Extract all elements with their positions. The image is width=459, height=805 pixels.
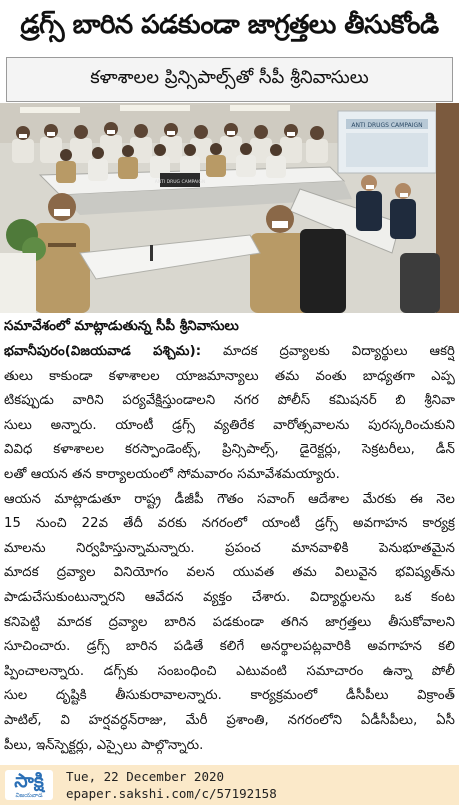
meeting-photo [0, 103, 459, 313]
footer-bar [0, 765, 459, 805]
logo-subtext: విజయవాడ [15, 792, 43, 799]
article-line-text: మాదక ద్రవ్యాలకు విద్యార్థులు ఆకర్షి [201, 344, 455, 359]
article-line: తులు కాకుండా కళాశాలల యాజమాన్యాలు తమ వంతు బాధ్యతగా ఎప్ప [4, 368, 455, 384]
article-line: ఆయన మాట్లాడుతూ రాష్ట్ర డీజీపీ గౌతం సవాంగ్ ఆదేశాల మేరకు ఈ నెల [4, 491, 455, 507]
logo-text: సాక్షి [14, 770, 44, 792]
article-line: టికప్పుడు వారిని పర్యవేక్షిస్తుండాలని నగర పోలీస్ కమిషనర్ బి శ్రీనివా [4, 393, 455, 409]
article-line: లతో ఆయన తన కార్యాలయంలో సోమవారం సమావేశమయ్యారు. [4, 466, 340, 482]
article-line: సులు అన్నారు. యాంటీ డ్రగ్స్ వ్యతిరేక వారోత్సవాలను పురస్కరించుకుని [4, 417, 455, 433]
article-line: మాదక ద్రవ్యాల వినియోగం వలన యువత తమ విలువైన భవిష్యత్‌ను [4, 565, 455, 581]
article-dateline: భవానీపురం(విజయవాడ పశ్చిమ): [4, 344, 202, 359]
article-line: పీలు, ఇన్‌స్పెక్టర్లు, ఎస్సైలు పాల్గొన్నారు. [4, 737, 204, 753]
headline: డ్రగ్స్ బారిన పడకుండా జాగ్రత్తలు తీసుకోండి [20, 10, 439, 40]
subheadline: కళాశాలల ప్రిన్సిపాల్స్‌తో సీపీ శ్రీనివాసులు [90, 67, 369, 88]
article-line: సూచించారు. డ్రగ్స్ బారిన పడితే కలిగే అనర్థాలపట్లవారికి అవగాహన కలి [4, 639, 455, 655]
article-line [4, 340, 455, 365]
screen-text: ANTI DRUGS CAMPAIGN [351, 122, 423, 129]
photo-caption: సమావేశంలో మాట్లాడుతున్న సీపీ శ్రీనివాసులు [4, 318, 239, 334]
nameplate-text: ANTI DRUG CAMPAIGN [154, 180, 206, 185]
article-body [4, 340, 455, 758]
article-line: ప్పించాలన్నారు. డగ్స్‌కు సంబంధించి ఎటువంటి సమాచారం ఉన్నా పోలీ [4, 663, 455, 679]
epaper-url[interactable]: epaper.sakshi.com/c/57192158 [66, 786, 277, 801]
article-line: వివిధ కళాశాలల కరస్పాండెంట్స్, ప్రిన్సిపాల్స్, డైరెక్టర్లు, సెక్రటరీలు, డీన్ [4, 442, 455, 458]
edition-date: Tue, 22 December 2020 [66, 769, 225, 784]
article-line: కనిపెట్టి మాదక ద్రవ్యాల బారిన పడకుండా తగిన జాగ్రత్తలు తీసుకోవాలని [4, 614, 455, 630]
article-line: 15 నుంచి 22వ తేదీ వరకు నగరంలో యాంటీ డ్రగ్స్ అవగాహన కార్యక్ర [4, 516, 455, 532]
article-line: పాడుచేసుకుంటున్నారని ఆవేదన వ్యక్తం చేశారు. విద్యార్థులను ఒక కంట [4, 589, 455, 605]
sakshi-logo[interactable] [5, 770, 53, 800]
article-line: మాలను నిర్వహిస్తున్నామన్నారు. ప్రపంచ మానవాళికి పెనుభూతమైన [4, 540, 455, 556]
article-line: పాటిల్, వి హర్షవర్ధన్‌రాజు, మేరీ ప్రశాంతి, నగరంలోని ఏడీసీపీలు, ఏసీ [4, 712, 455, 728]
article-line: సుల దృష్టికి తీసుకురావాలన్నారు. కార్యక్రమంలో డీసీపీలు విక్రాంత్ [4, 688, 455, 704]
subheadline-box [6, 57, 453, 102]
